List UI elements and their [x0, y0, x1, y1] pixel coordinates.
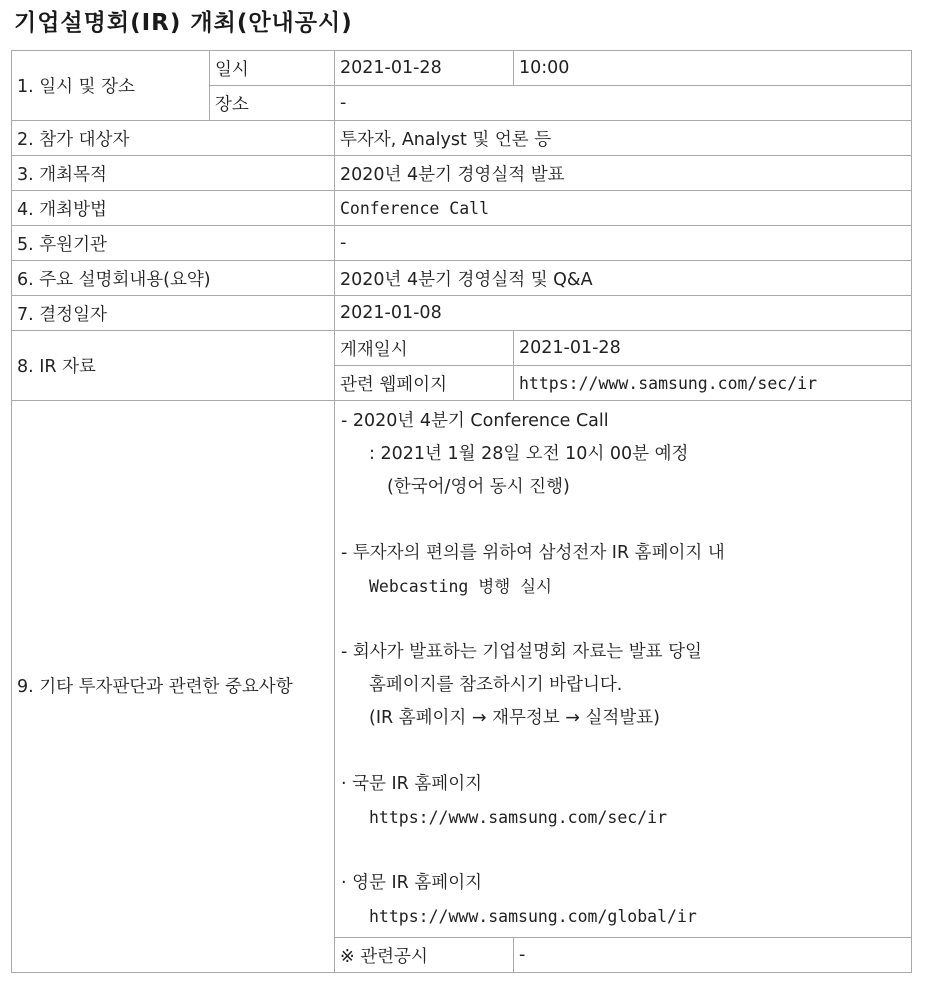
note-line: - 투자자의 편의를 위하여 삼성전자 IR 홈페이지 내: [341, 543, 725, 563]
note-line: Webcasting 병행 실시: [369, 577, 552, 596]
row-label-sponsor: 5. 후원기관: [12, 226, 335, 261]
row-label-ir-material: 8. IR 자료: [12, 331, 335, 401]
related-disclosure-label: ※ 관련공시: [335, 938, 514, 973]
post-date-value: 2021-01-28: [514, 331, 912, 366]
page-title: 기업설명회(IR) 개최(안내공시): [14, 10, 353, 36]
sub-label-datetime: 일시: [210, 51, 335, 86]
row-label-schedule: 1. 일시 및 장소: [12, 51, 210, 121]
note-line: - 2020년 4분기 Conference Call: [341, 411, 609, 431]
sub-label-post-date: 게재일시: [335, 331, 514, 366]
sub-label-place: 장소: [210, 86, 335, 121]
row-label-summary: 6. 주요 설명회내용(요약): [12, 261, 335, 296]
row-label-decision-date: 7. 결정일자: [12, 296, 335, 331]
note-line: (IR 홈페이지 → 재무정보 → 실적발표): [369, 708, 660, 728]
event-place: -: [335, 86, 912, 121]
row-label-method: 4. 개최방법: [12, 191, 335, 226]
table-row: [12, 296, 912, 331]
webpage-link[interactable]: https://www.samsung.com/sec/ir: [514, 366, 912, 401]
note-line: · 영문 IR 홈페이지: [341, 873, 483, 893]
note-line: (한국어/영어 동시 진행): [387, 477, 570, 497]
table-row: [12, 261, 912, 296]
table-row: [12, 401, 912, 938]
disclosure-table: [11, 50, 912, 973]
sponsor-value: -: [335, 226, 912, 261]
table-row: [12, 191, 912, 226]
event-date: 2021-01-28: [335, 51, 514, 86]
note-line: - 회사가 발표하는 기업설명회 자료는 발표 당일: [341, 642, 702, 662]
note-line: 홈페이지를 참조하시기 바랍니다.: [369, 675, 623, 695]
sub-label-webpage: 관련 웹페이지: [335, 366, 514, 401]
row-label-participants: 2. 참가 대상자: [12, 121, 335, 156]
korean-ir-link[interactable]: https://www.samsung.com/sec/ir: [369, 808, 668, 827]
related-disclosure-value: -: [514, 938, 912, 973]
row-label-other: 9. 기타 투자판단과 관련한 중요사항: [12, 401, 335, 973]
table-row: [12, 331, 912, 366]
table-row: [12, 156, 912, 191]
other-notes: [335, 401, 912, 938]
decision-date-value: 2021-01-08: [335, 296, 912, 331]
row-label-purpose: 3. 개최목적: [12, 156, 335, 191]
summary-value: 2020년 4분기 경영실적 및 Q&A: [335, 261, 912, 296]
global-ir-link[interactable]: https://www.samsung.com/global/ir: [369, 907, 697, 926]
table-row: [12, 51, 912, 86]
participants-value: 투자자, Analyst 및 언론 등: [335, 121, 912, 156]
note-line: : 2021년 1월 28일 오전 10시 00분 예정: [369, 444, 689, 464]
method-value: Conference Call: [335, 191, 912, 226]
event-time: 10:00: [514, 51, 912, 86]
purpose-value: 2020년 4분기 경영실적 발표: [335, 156, 912, 191]
table-row: [12, 226, 912, 261]
note-line: · 국문 IR 홈페이지: [341, 774, 483, 794]
table-row: [12, 121, 912, 156]
